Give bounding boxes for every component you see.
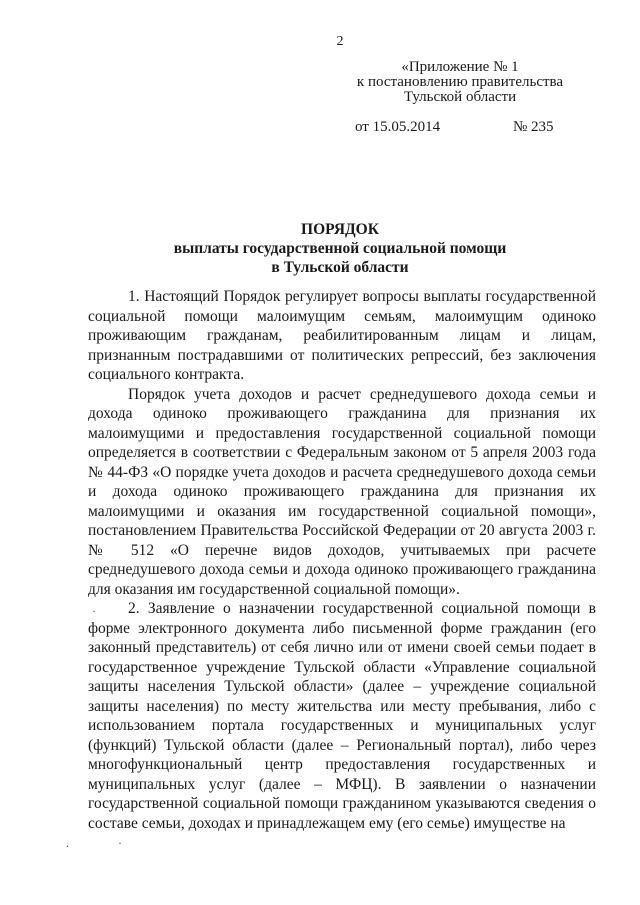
document-date: от 15.05.2014 (355, 119, 441, 135)
title-line: ПОРЯДОК (301, 221, 379, 238)
scan-mark: . (66, 836, 69, 850)
title-line: в Тульской области (271, 259, 409, 276)
paragraph: 2. Заявление о назначении государственной социальной помощи в форме электронного документа либо письменной форме гражданин (его законный представитель) от себя лично или от имени своей семьи подает в государственное учреждение Тульской области «Управление социальной защиты населения Тульской области» (далее – учреждение социальной защиты населения) по месту жительства или месту пребывания, либо с использованием портала государственных и муниципальных услуг (функций) Тульской области (далее – Региональный портал), либо через многофункциональный центр предоставления государственных и муниципальных услуг (далее – МФЦ). В заявлении о назначении государственной социальной помощи гражданином указываются сведения о составе семьи, доходах и принадлежащем ему (его семье) имуществе на (88, 600, 596, 832)
scan-mark: · (92, 604, 96, 618)
document-number: № 235 (513, 119, 554, 135)
document-title (0, 220, 640, 277)
scan-mark: · (118, 836, 122, 850)
appendix-line: «Приложение № 1 (401, 59, 519, 75)
paragraph: 1. Настоящий Порядок регулирует вопросы выплаты государственной социальной помощи малоимущим семьям, малоимущим одиноко проживающим гражданам, реабилитированным лицам и лицам, признанным пострадавшими от политических репрессий, без заключения социального контракта. (88, 288, 596, 383)
appendix-line: к постановлению правительства (356, 74, 564, 90)
page-number: 2 (336, 34, 344, 49)
paragraph: Порядок учета доходов и расчет среднедушевого дохода семьи и дохода одиноко проживающего гражданина для признания их малоимущими и предоставления государственной социальной помощи определяется в соответствии с Федеральным законом от 5 апреля 2003 года № 44-ФЗ «О порядке учета доходов и расчета среднедушевого дохода семьи и дохода одиноко проживающего гражданина для признания их малоимущими и оказания им государственной социальной помощи», постановлением Правительства Российской Федерации от 20 августа 2003 г. № 512 «О перечне видов доходов, учитываемых при расчете среднедушевого дохода семьи и дохода одиноко проживающего гражданина для оказания им государственной социальной помощи». (88, 385, 596, 598)
appendix-line: Тульской области (403, 89, 517, 105)
title-line: выплаты государственной социальной помощи (173, 240, 507, 257)
document-body (88, 287, 596, 833)
appendix-header (330, 60, 590, 105)
